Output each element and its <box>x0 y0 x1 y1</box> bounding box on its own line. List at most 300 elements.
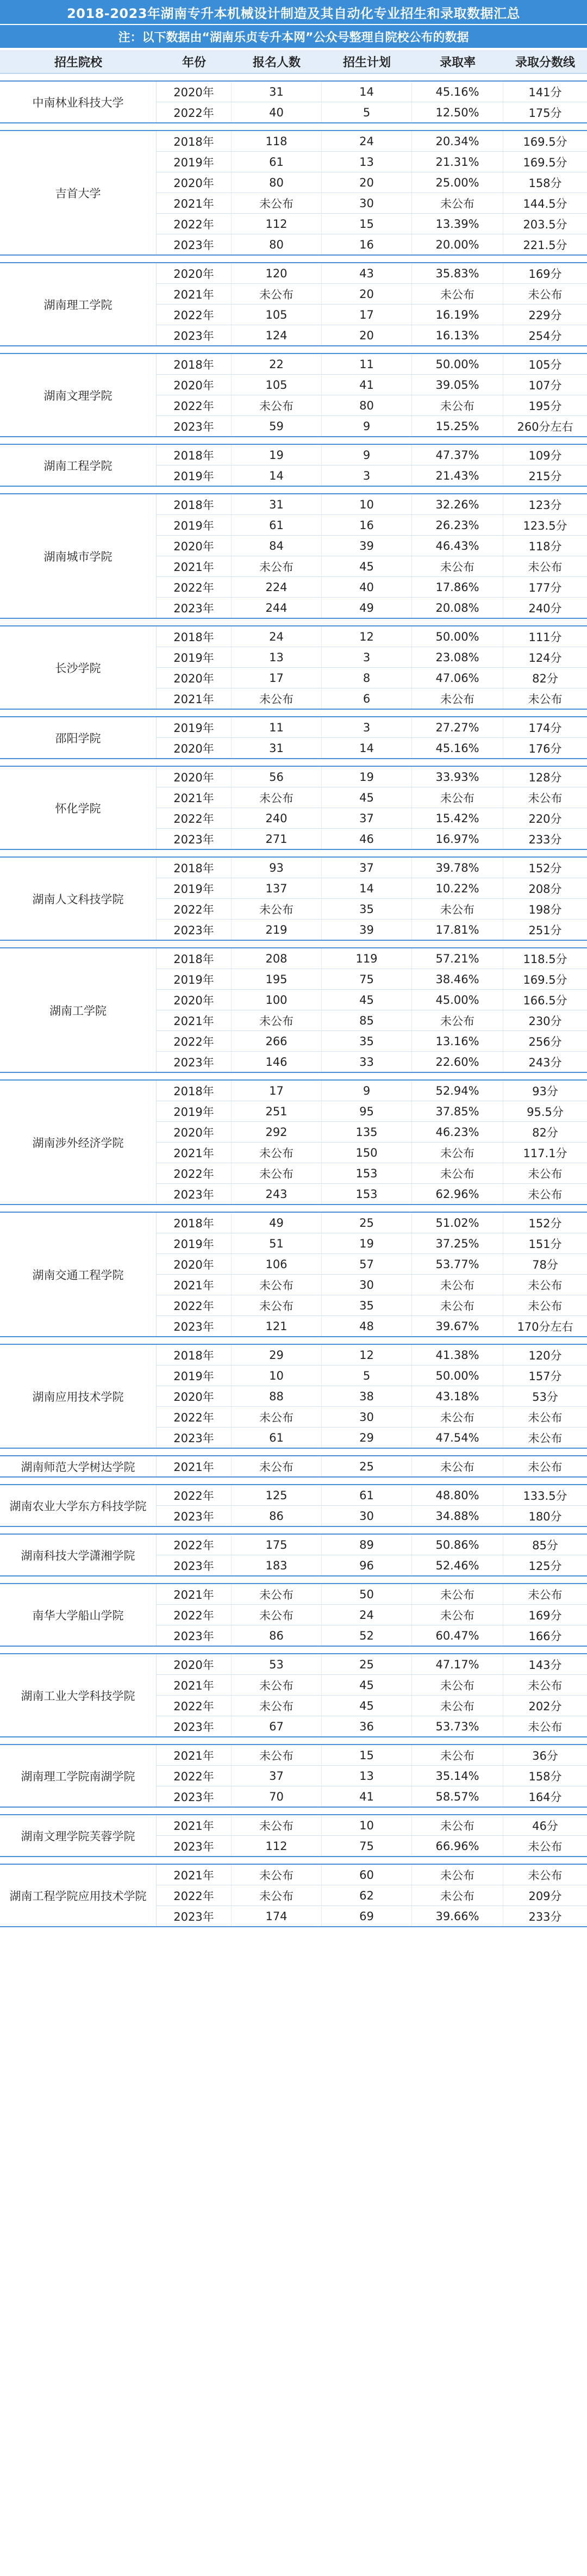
year-cell: 2021年 <box>157 1275 232 1295</box>
year-cell: 2018年 <box>157 354 232 374</box>
year-cell: 2020年 <box>157 536 232 556</box>
score-cell: 117.1分 <box>523 1146 567 1160</box>
year-cell: 2022年 <box>157 1295 232 1315</box>
score-cell: 143分 <box>528 1658 562 1672</box>
rate-cell: 未公布 <box>412 1456 503 1476</box>
plan-cell: 37 <box>322 858 412 878</box>
score-cell: 170分左右 <box>517 1320 573 1333</box>
score-cell: 169分 <box>528 267 562 281</box>
plan-cell: 153 <box>322 1163 412 1183</box>
school-name: 湖南理工学院 <box>0 263 157 345</box>
year-cell: 2023年 <box>157 1555 232 1575</box>
year-cell: 2019年 <box>157 969 232 989</box>
rate-cell: 未公布 <box>412 787 503 808</box>
table-row <box>157 1345 587 1365</box>
year-cell: 2023年 <box>157 1625 232 1646</box>
applicants-cell: 未公布 <box>232 1295 322 1315</box>
applicants-cell: 24 <box>232 626 322 647</box>
school-rows <box>157 445 587 486</box>
table-row <box>157 829 587 849</box>
school-group <box>0 1864 587 1927</box>
year-cell: 2023年 <box>157 1316 232 1336</box>
year-cell: 2021年 <box>157 787 232 808</box>
school-rows <box>157 1815 587 1856</box>
rate-cell: 未公布 <box>412 1163 503 1183</box>
rate-cell: 39.67% <box>412 1316 503 1336</box>
applicants-cell: 19 <box>232 445 322 465</box>
table-row <box>157 1786 587 1807</box>
applicants-cell: 未公布 <box>232 1163 322 1183</box>
table-row <box>157 1184 587 1204</box>
table-row <box>157 536 587 556</box>
applicants-cell: 240 <box>232 808 322 828</box>
score-cell: 未公布 <box>528 692 563 706</box>
table-row <box>157 152 587 172</box>
rate-cell: 43.18% <box>412 1386 503 1406</box>
rate-cell: 21.31% <box>412 152 503 172</box>
score-cell: 82分 <box>532 672 558 685</box>
school-name: 湖南农业大学东方科技学院 <box>0 1485 157 1526</box>
table-row <box>157 1031 587 1052</box>
rate-cell: 15.25% <box>412 416 503 436</box>
year-cell: 2023年 <box>157 1906 232 1926</box>
year-cell: 2023年 <box>157 1716 232 1736</box>
applicants-cell: 88 <box>232 1386 322 1406</box>
applicants-cell: 未公布 <box>232 1745 322 1765</box>
school-name: 湖南理工学院南湖学院 <box>0 1745 157 1807</box>
applicants-cell: 125 <box>232 1485 322 1505</box>
score-cell: 未公布 <box>528 1411 563 1424</box>
table-row <box>157 263 587 284</box>
page-title: 2018-2023年湖南专升本机械设计制造及其自动化专业招生和录取数据汇总 <box>0 0 587 24</box>
plan-cell: 62 <box>322 1885 412 1905</box>
rate-cell: 27.27% <box>412 717 503 737</box>
year-cell: 2021年 <box>157 1815 232 1835</box>
applicants-cell: 271 <box>232 829 322 849</box>
school-rows <box>157 1535 587 1575</box>
table-row <box>157 1427 587 1448</box>
year-cell: 2018年 <box>157 445 232 465</box>
year-cell: 2023年 <box>157 325 232 345</box>
school-name: 湖南工程学院应用技术学院 <box>0 1865 157 1926</box>
rate-cell: 45.00% <box>412 990 503 1010</box>
school-name: 吉首大学 <box>0 131 157 255</box>
year-cell: 2022年 <box>157 1885 232 1905</box>
header-plan: 招生计划 <box>342 55 391 70</box>
rate-cell: 未公布 <box>412 1584 503 1604</box>
table-row <box>157 899 587 920</box>
applicants-cell: 未公布 <box>232 1885 322 1905</box>
plan-cell: 45 <box>322 990 412 1010</box>
rate-cell: 35.14% <box>412 1766 503 1786</box>
rate-cell: 未公布 <box>412 1696 503 1716</box>
plan-cell: 3 <box>322 717 412 737</box>
applicants-cell: 124 <box>232 325 322 345</box>
score-cell: 164分 <box>528 1790 562 1804</box>
score-cell: 158分 <box>528 176 562 190</box>
school-group <box>0 493 587 619</box>
rate-cell: 37.25% <box>412 1233 503 1253</box>
table-row <box>157 1584 587 1605</box>
plan-cell: 6 <box>322 688 412 709</box>
rate-cell: 未公布 <box>412 1295 503 1315</box>
rate-cell: 17.86% <box>412 577 503 597</box>
score-cell: 53分 <box>532 1390 558 1404</box>
year-cell: 2020年 <box>157 767 232 787</box>
plan-cell: 61 <box>322 1485 412 1505</box>
score-cell: 174分 <box>528 721 562 735</box>
year-cell: 2021年 <box>157 1865 232 1885</box>
school-rows <box>157 858 587 940</box>
applicants-cell: 61 <box>232 152 322 172</box>
year-cell: 2021年 <box>157 556 232 576</box>
plan-cell: 35 <box>322 1295 412 1315</box>
plan-cell: 15 <box>322 214 412 234</box>
applicants-cell: 80 <box>232 172 322 193</box>
table-row <box>157 787 587 808</box>
plan-cell: 10 <box>322 1815 412 1835</box>
applicants-cell: 105 <box>232 375 322 395</box>
table-row <box>157 1605 587 1625</box>
applicants-cell: 56 <box>232 767 322 787</box>
plan-cell: 25 <box>322 1213 412 1233</box>
score-cell: 243分 <box>528 1056 562 1069</box>
plan-cell: 14 <box>322 82 412 102</box>
rate-cell: 未公布 <box>412 1885 503 1905</box>
score-cell: 209分 <box>528 1889 562 1903</box>
rate-cell: 未公布 <box>412 1143 503 1163</box>
table-row <box>157 172 587 193</box>
school-name: 湖南交通工程学院 <box>0 1213 157 1336</box>
applicants-cell: 70 <box>232 1786 322 1807</box>
plan-cell: 153 <box>322 1184 412 1204</box>
table-row <box>157 990 587 1010</box>
table-row <box>157 1625 587 1646</box>
year-cell: 2019年 <box>157 152 232 172</box>
rate-cell: 21.43% <box>412 465 503 486</box>
score-cell: 256分 <box>528 1035 562 1048</box>
score-cell: 123.5分 <box>523 519 567 532</box>
plan-cell: 9 <box>322 445 412 465</box>
year-cell: 2019年 <box>157 717 232 737</box>
rate-cell: 39.05% <box>412 375 503 395</box>
plan-cell: 135 <box>322 1122 412 1142</box>
table-row <box>157 858 587 878</box>
table-row <box>157 1836 587 1856</box>
applicants-cell: 86 <box>232 1625 322 1646</box>
school-group <box>0 1534 587 1576</box>
table-row <box>157 1010 587 1031</box>
plan-cell: 52 <box>322 1625 412 1646</box>
applicants-cell: 244 <box>232 598 322 618</box>
school-group <box>0 1079 587 1205</box>
applicants-cell: 224 <box>232 577 322 597</box>
applicants-cell: 未公布 <box>232 1696 322 1716</box>
school-rows <box>157 82 587 122</box>
plan-cell: 14 <box>322 738 412 758</box>
school-rows <box>157 1081 587 1204</box>
year-cell: 2022年 <box>157 899 232 919</box>
plan-cell: 48 <box>322 1316 412 1336</box>
year-cell: 2021年 <box>157 1584 232 1604</box>
plan-cell: 57 <box>322 1254 412 1274</box>
school-rows <box>157 1654 587 1736</box>
plan-cell: 25 <box>322 1456 412 1476</box>
school-name: 湖南应用技术学院 <box>0 1345 157 1448</box>
rate-cell: 50.00% <box>412 354 503 374</box>
year-cell: 2020年 <box>157 990 232 1010</box>
table-body <box>0 80 587 1927</box>
plan-cell: 36 <box>322 1716 412 1736</box>
school-group <box>0 1484 587 1527</box>
applicants-cell: 51 <box>232 1233 322 1253</box>
rate-cell: 未公布 <box>412 556 503 576</box>
school-name: 湖南科技大学潇湘学院 <box>0 1535 157 1575</box>
applicants-cell: 37 <box>232 1766 322 1786</box>
table-row <box>157 969 587 990</box>
year-cell: 2020年 <box>157 738 232 758</box>
table-row <box>157 1456 587 1476</box>
year-cell: 2021年 <box>157 688 232 709</box>
plan-cell: 19 <box>322 767 412 787</box>
plan-cell: 11 <box>322 354 412 374</box>
plan-cell: 39 <box>322 920 412 940</box>
plan-cell: 37 <box>322 808 412 828</box>
applicants-cell: 59 <box>232 416 322 436</box>
score-cell: 166分 <box>528 1629 562 1643</box>
applicants-cell: 112 <box>232 1836 322 1856</box>
rate-cell: 46.43% <box>412 536 503 556</box>
plan-cell: 10 <box>322 494 412 514</box>
score-cell: 125分 <box>528 1559 562 1573</box>
applicants-cell: 84 <box>232 536 322 556</box>
rate-cell: 46.23% <box>412 1122 503 1142</box>
score-cell: 240分 <box>528 601 562 615</box>
score-cell: 36分 <box>532 1749 558 1762</box>
rate-cell: 39.66% <box>412 1906 503 1926</box>
school-group <box>0 444 587 487</box>
score-cell: 157分 <box>528 1369 562 1383</box>
rate-cell: 47.54% <box>412 1427 503 1448</box>
rate-cell: 60.47% <box>412 1625 503 1646</box>
table-row <box>157 1407 587 1427</box>
table-row <box>157 577 587 598</box>
score-cell: 144.5分 <box>523 197 567 210</box>
table-row <box>157 1254 587 1275</box>
school-name: 湖南人文科技学院 <box>0 858 157 940</box>
score-cell: 208分 <box>528 882 562 896</box>
table-row <box>157 556 587 577</box>
plan-cell: 96 <box>322 1555 412 1575</box>
score-cell: 未公布 <box>528 1167 563 1181</box>
year-cell: 2022年 <box>157 1485 232 1505</box>
year-cell: 2020年 <box>157 1254 232 1274</box>
plan-cell: 45 <box>322 1675 412 1695</box>
applicants-cell: 未公布 <box>232 688 322 709</box>
plan-cell: 69 <box>322 1906 412 1926</box>
year-cell: 2021年 <box>157 1675 232 1695</box>
table-row <box>157 1122 587 1143</box>
year-cell: 2019年 <box>157 878 232 898</box>
rate-cell: 未公布 <box>412 1605 503 1625</box>
plan-cell: 89 <box>322 1535 412 1555</box>
applicants-cell: 105 <box>232 305 322 325</box>
year-cell: 2023年 <box>157 1052 232 1072</box>
school-name: 湖南城市学院 <box>0 494 157 618</box>
rate-cell: 10.22% <box>412 878 503 898</box>
year-cell: 2018年 <box>157 1345 232 1365</box>
applicants-cell: 11 <box>232 717 322 737</box>
applicants-cell: 17 <box>232 668 322 688</box>
school-group <box>0 353 587 437</box>
table-row <box>157 234 587 255</box>
year-cell: 2020年 <box>157 263 232 283</box>
plan-cell: 25 <box>322 1654 412 1674</box>
header-school: 招生院校 <box>54 55 102 70</box>
rate-cell: 47.06% <box>412 668 503 688</box>
applicants-cell: 未公布 <box>232 899 322 919</box>
table-row <box>157 647 587 668</box>
rate-cell: 33.93% <box>412 767 503 787</box>
rate-cell: 12.50% <box>412 102 503 122</box>
rate-cell: 52.94% <box>412 1081 503 1101</box>
plan-cell: 9 <box>322 1081 412 1101</box>
applicants-cell: 118 <box>232 131 322 151</box>
score-cell: 230分 <box>528 1014 562 1028</box>
table-row <box>157 920 587 940</box>
table-row <box>157 808 587 829</box>
table-row <box>157 284 587 305</box>
score-cell: 203.5分 <box>523 218 567 231</box>
year-cell: 2022年 <box>157 1535 232 1555</box>
school-name: 湖南工程学院 <box>0 445 157 486</box>
applicants-cell: 未公布 <box>232 556 322 576</box>
year-cell: 2019年 <box>157 515 232 535</box>
score-cell: 251分 <box>528 923 562 937</box>
applicants-cell: 14 <box>232 465 322 486</box>
table-row <box>157 465 587 486</box>
applicants-cell: 49 <box>232 1213 322 1233</box>
rate-cell: 32.26% <box>412 494 503 514</box>
header-applicants: 报名人数 <box>252 55 301 70</box>
school-rows <box>157 948 587 1072</box>
school-group <box>0 1583 587 1647</box>
rate-cell: 34.88% <box>412 1506 503 1526</box>
school-rows <box>157 1745 587 1807</box>
rate-cell: 20.00% <box>412 234 503 255</box>
year-cell: 2021年 <box>157 1010 232 1031</box>
plan-cell: 16 <box>322 515 412 535</box>
table-row <box>157 1506 587 1526</box>
plan-cell: 41 <box>322 1786 412 1807</box>
plan-cell: 39 <box>322 536 412 556</box>
score-cell: 85分 <box>532 1538 558 1552</box>
table-row <box>157 1143 587 1163</box>
plan-cell: 14 <box>322 878 412 898</box>
score-cell: 233分 <box>528 833 562 846</box>
school-group <box>0 130 587 256</box>
year-cell: 2018年 <box>157 1081 232 1101</box>
score-cell: 未公布 <box>528 791 563 805</box>
table-row <box>157 494 587 515</box>
year-cell: 2022年 <box>157 305 232 325</box>
school-group <box>0 625 587 710</box>
table-row <box>157 1906 587 1926</box>
school-name: 湖南工学院 <box>0 948 157 1072</box>
header-rate: 录取率 <box>439 55 476 70</box>
rate-cell: 35.83% <box>412 263 503 283</box>
school-name: 中南林业科技大学 <box>0 82 157 122</box>
applicants-cell: 未公布 <box>232 1815 322 1835</box>
year-cell: 2018年 <box>157 494 232 514</box>
rate-cell: 41.38% <box>412 1345 503 1365</box>
table-row <box>157 82 587 102</box>
applicants-cell: 121 <box>232 1316 322 1336</box>
score-cell: 176分 <box>528 742 562 755</box>
table-row <box>157 1675 587 1696</box>
table-row <box>157 1275 587 1295</box>
applicants-cell: 175 <box>232 1535 322 1555</box>
rate-cell: 45.16% <box>412 738 503 758</box>
score-cell: 152分 <box>528 861 562 875</box>
school-rows <box>157 1865 587 1926</box>
applicants-cell: 219 <box>232 920 322 940</box>
score-cell: 未公布 <box>528 1188 563 1201</box>
table-row <box>157 1213 587 1233</box>
table-row <box>157 1696 587 1716</box>
school-rows <box>157 717 587 758</box>
rate-cell: 38.46% <box>412 969 503 989</box>
table-row <box>157 102 587 122</box>
school-rows <box>157 354 587 436</box>
applicants-cell: 未公布 <box>232 395 322 415</box>
table-row <box>157 1716 587 1736</box>
rate-cell: 17.81% <box>412 920 503 940</box>
plan-cell: 17 <box>322 305 412 325</box>
plan-cell: 13 <box>322 1766 412 1786</box>
table-row <box>157 395 587 416</box>
table-row <box>157 416 587 436</box>
year-cell: 2018年 <box>157 858 232 878</box>
school-rows <box>157 263 587 345</box>
year-cell: 2022年 <box>157 102 232 122</box>
rate-cell: 15.42% <box>412 808 503 828</box>
school-name: 邵阳学院 <box>0 717 157 758</box>
applicants-cell: 137 <box>232 878 322 898</box>
year-cell: 2020年 <box>157 82 232 102</box>
score-cell: 151分 <box>528 1237 562 1251</box>
table-row <box>157 767 587 787</box>
applicants-cell: 未公布 <box>232 1675 322 1695</box>
score-cell: 221.5分 <box>523 238 567 252</box>
year-cell: 2023年 <box>157 1427 232 1448</box>
applicants-cell: 29 <box>232 1345 322 1365</box>
rate-cell: 未公布 <box>412 688 503 709</box>
plan-cell: 13 <box>322 152 412 172</box>
plan-cell: 8 <box>322 668 412 688</box>
applicants-cell: 未公布 <box>232 1275 322 1295</box>
rate-cell: 未公布 <box>412 193 503 213</box>
table-row <box>157 948 587 969</box>
year-cell: 2021年 <box>157 1745 232 1765</box>
rate-cell: 16.13% <box>412 325 503 345</box>
score-cell: 未公布 <box>528 1278 563 1292</box>
year-cell: 2019年 <box>157 1365 232 1386</box>
plan-cell: 35 <box>322 899 412 919</box>
plan-cell: 85 <box>322 1010 412 1031</box>
year-cell: 2022年 <box>157 808 232 828</box>
school-name: 湖南涉外经济学院 <box>0 1081 157 1204</box>
